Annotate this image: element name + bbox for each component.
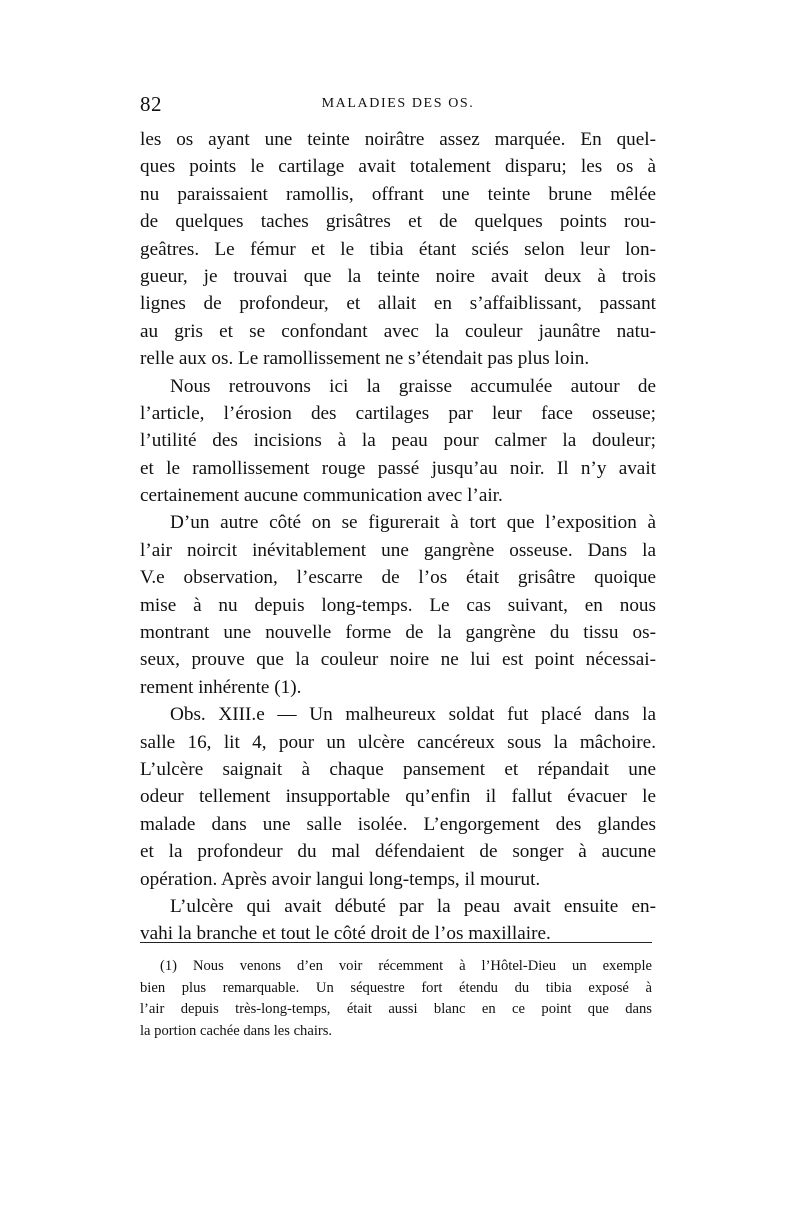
footnote <box>140 956 652 1042</box>
running-head: MALADIES DES OS. <box>321 96 475 111</box>
text-line: l’utilité des incisions à la peau pour calmer la douleur; <box>140 430 656 452</box>
text-line: D’un autre côté on se figurerait à tort que l’exposition à <box>170 512 656 534</box>
text-line: odeur tellement insupportable qu’enfin il fallut évacuer le <box>140 786 656 808</box>
footnote-line: (1) Nous venons d’en voir récemment à l’Hôtel-Dieu un exemple <box>160 958 652 974</box>
footnote-line: la portion cachée dans les chairs. <box>140 1022 333 1039</box>
text-line: et la profondeur du mal défendaient de songer à aucune <box>140 841 656 863</box>
text-line: au gris et se confondant avec la couleur jaunâtre natu- <box>140 320 656 342</box>
footnote-divider <box>140 942 652 943</box>
footnote-line: bien plus remarquable. Un séquestre fort étendu du tibia exposé à <box>140 979 652 996</box>
text-line: et le ramollissement rouge passé jusqu’au noir. Il n’y avait <box>140 457 656 479</box>
text-line: geâtres. Le fémur et le tibia étant sciés selon leur lon- <box>140 238 656 260</box>
text-line: vahi la branche et tout le côté droit de l’os maxillaire. <box>140 923 551 945</box>
text-line: gueur, je trouvai que la teinte noire avait deux à trois <box>140 265 656 287</box>
text-line: salle 16, lit 4, pour un ulcère cancéreux sous la mâchoire. <box>140 731 656 753</box>
main-text <box>140 126 656 948</box>
text-line: de quelques taches grisâtres et de quelques points rou- <box>140 211 656 233</box>
text-line: seux, prouve que la couleur noire ne lui est point nécessai- <box>140 649 656 671</box>
text-line: lignes de profondeur, et allait en s’affaiblissant, passant <box>140 293 656 315</box>
text-line: L’ulcère qui avait débuté par la peau avait ensuite en- <box>170 895 656 917</box>
text-line: V.e observation, l’escarre de l’os était grisâtre quoique <box>140 567 656 589</box>
text-line: ques points le cartilage avait totalement disparu; les os à <box>140 156 656 178</box>
footnote-line: l’air depuis très-long-temps, était aussi blanc en ce point que dans <box>140 1001 652 1017</box>
text-line: Nous retrouvons ici la graisse accumulée autour de <box>170 375 656 397</box>
text-line: mise à nu depuis long-temps. Le cas suivant, en nous <box>140 594 656 616</box>
text-line: Obs. XIII.e — Un malheureux soldat fut placé dans la <box>170 704 656 726</box>
text-line: certainement aucune communication avec l’air. <box>140 485 503 507</box>
text-line: l’air noircit inévitablement une gangrène osseuse. Dans la <box>140 539 656 561</box>
text-line: l’article, l’érosion des cartilages par leur face osseuse; <box>140 402 656 424</box>
text-line: L’ulcère saignait à chaque pansement et répandait une <box>140 758 656 780</box>
text-line: malade dans une salle isolée. L’engorgement des glandes <box>140 813 656 835</box>
text-line: opération. Après avoir langui long-temps, il mourut. <box>140 868 541 890</box>
text-line: nu paraissaient ramollis, offrant une teinte brune mêlée <box>140 183 656 205</box>
page-number: 82 <box>140 92 162 116</box>
text-line: rement inhérente (1). <box>140 676 302 698</box>
text-line: relle aux os. Le ramollissement ne s’étendait pas plus loin. <box>140 348 590 370</box>
page-header <box>140 92 656 120</box>
text-line: montrant une nouvelle forme de la gangrène du tissu os- <box>140 622 656 644</box>
text-line: les os ayant une teinte noirâtre assez marquée. En quel- <box>140 129 656 150</box>
